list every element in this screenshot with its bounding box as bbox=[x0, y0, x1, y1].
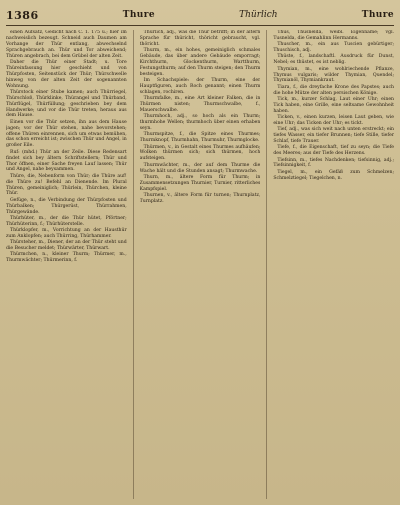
entry-paragraph: Gefüge, n., die Verbindung der Thürpfosten und Thürbalken; Thürgerüst, Thürrahmen, Thürgewände. bbox=[6, 197, 127, 215]
entry-paragraph: Thürsteher, m., Diener, der an der Thür steht und die Besucher meldet; Thürwärter, Thürwart. bbox=[6, 240, 127, 252]
entry-paragraph: Einen vor die Thür setzen, ihn aus dem Hause jagen; vor der Thür stehen, nahe bevorstehen; offene Thüren einrennen, sich um etwas bemühen, das schon erreicht ist; zwischen Thür und Angel, in großer Eile. bbox=[6, 119, 127, 149]
column-divider bbox=[266, 30, 267, 499]
entry-paragraph: Ticken, v., einen kurzen, leisen Laut geben, wie eine Uhr; das Ticken der Uhr; es tickt. bbox=[273, 115, 395, 126]
entry-paragraph: Thurnen, v., ältere Form für turnen; Thurnplatz, Turnplatz. bbox=[139, 192, 261, 204]
center-running-head: Thürlich bbox=[239, 10, 278, 20]
entry-paragraph: Thürstock einer Stube kamen; auch Thürriegel, Thürschloß, Thürklinke, Thürangel und Thürband, Thürflügel, Thürfüllung; geschrieben bey dem Handwerke; und vor die Thür treten, heraus aus dem Hause. bbox=[6, 89, 127, 119]
entry-paragraph: Thürhüter, m., der die Thür hütet, Pförtner; Thürhüterinn, f.; Thürhüterstelle. bbox=[6, 215, 127, 227]
entry-paragraph: Thymian, m., eine wohlriechende Pflanze, Thymus vulgaris; wilder Thymian, Quendel; Thymianöl, Thymiankraut. bbox=[273, 66, 395, 84]
page-number: 1386 bbox=[6, 8, 39, 22]
entry-paragraph: Thürmchen, n., kleiner Thurm; Thürmer, m., Thurmwächter; Thürmerinn, f. bbox=[6, 252, 127, 264]
entry-paragraph: Tiefe, f., die Eigenschaft, tief zu seyn; die Tiefe des Meeres; aus der Tiefe des Herzens. bbox=[273, 145, 395, 157]
header-rule bbox=[6, 25, 394, 26]
entry-paragraph: Tiegel, m., ein Gefäß zum Schmelzen; Schmelztiegel; Tiegelchen, n. bbox=[273, 169, 395, 181]
entry-paragraph: Thürlich, adj., was die Thür betrifft; in der ältern Sprache für thüricht, thöricht gebraucht, vgl. thöricht. bbox=[139, 30, 261, 47]
right-running-head: Thure bbox=[361, 10, 394, 20]
entry-paragraph: Thurmspitze, f., die Spitze eines Thurmes; Thurmknopf, Thurmhahn, Thurmuhr, Thurmglocke. bbox=[139, 132, 261, 144]
entry-paragraph: Thüre, die, Nebenform von Thür; die Thüre auf! die Thüre zu! Befehl an Dienende. Im Plural Thüren, gemeiniglich; Thürlein, Thürchen, kleine Thür. bbox=[6, 173, 127, 197]
entry-paragraph: Ruf: (mhd.) Thür an der Zeile. Diese Redensart findet sich bey ältern Schriftstellern; Thür und Thor öffnen, einer Sache freyen Lauf lassen; Thür und Angel, nahe beysammen. bbox=[6, 149, 127, 173]
left-running-head: Thure bbox=[122, 10, 155, 20]
column-left bbox=[6, 30, 127, 499]
entry-paragraph: Thüste, f., landschaftl. Ausdruck für Dunst, Nebel; es thüstet, es ist neblig. bbox=[273, 54, 395, 66]
entry-paragraph: Thürklopfer, m., Vorrichtung an der Hausthür zum Anklopfen; auch Thürring, Thürhammer. bbox=[6, 228, 127, 239]
page-header bbox=[6, 6, 394, 24]
column-right bbox=[273, 30, 394, 499]
column-divider bbox=[133, 30, 134, 499]
entry-paragraph: Thus, Thusnelda, weibl. Eigenname; vgl. Tusnelda, die Gemahlinn Hermanns. bbox=[273, 30, 395, 41]
entry-paragraph: Daher die Thür einer Stadt; u. Tore Thüreinfassung hier geschieht und von Thürpfosten, Seitenstück der Thür; Thürschwelle hinweg von der alten Zeit der sogenannten Wohnung. bbox=[6, 59, 127, 89]
entry-paragraph: Tiara, f., die dreyfache Krone des Papstes; auch die hohe Mütze der alten persischen Könige. bbox=[273, 84, 395, 96]
entry-paragraph: Thurmhoch, adj., so hoch als ein Thurm; thurmhohe Wellen; thurmhoch über einen erhaben seyn. bbox=[139, 114, 261, 132]
entry-paragraph: Thurmfalke, m., eine Art kleiner Falken, die in Thürmen nisten; Thurmschwalbe, f., Mauerschwalbe. bbox=[139, 96, 261, 113]
entry-paragraph: Thurm, m., ein hohes, gemeiniglich schmales Gebäude, das über andere Gebäude emporragt; Kirchthurm, Glockenthurm, Wartthurm, Festungsthurm; auf den Thurm steigen; den Thurm besteigen. bbox=[139, 48, 261, 77]
text-columns bbox=[6, 30, 394, 499]
column-middle bbox=[140, 30, 261, 499]
entry-paragraph: Thuscher, m., ein aus Tuscien gebürtiger; Thuschisch, adj. bbox=[273, 42, 395, 54]
entry-paragraph: einen Aufsatz, Gedicht nach C. 1. 175 u.; hier im nachweislich bezeugt. Schneid auch Daumen am Vorhange der Thür entlang, abwechselnd Sprachgebrauch an. Thür und Tor abweichend; Thüren angebrach, bei dem Grübel der alten Zeit. bbox=[6, 30, 127, 59]
entry-paragraph: Thurn, m., ältere Form für Thurm; in Zusammensetzungen Thurnier, Turnier, ritterliches Kampfspiel. bbox=[139, 174, 261, 192]
entry-paragraph: Tick, m., kurzer Schlag, Laut einer Uhr; einen Tick haben, eine Grille, eine seltsame Gewohnheit haben. bbox=[273, 96, 395, 114]
entry-paragraph: Tiefsinn, m., tiefes Nachdenken; tiefsinnig, adj.; Tiefsinnigkeit, f. bbox=[273, 157, 395, 169]
entry-paragraph: Im Schachspiele: der Thurm, eine der Hauptfiguren, auch Roch genannt; einen Thurm schlagen, rochiren. bbox=[139, 78, 261, 95]
entry-paragraph: Thürmen, v., in Gestalt eines Thurmes aufhäufen; Wolken thürmen sich; sich thürmen, hoch aufsteigen. bbox=[139, 144, 261, 162]
entry-paragraph: Tief, adj., was sich weit nach unten erstreckt; ein tiefes Wasser, ein tiefer Brunnen; tiefe Stille, tiefer Schlaf, tiefe Trauer. bbox=[273, 127, 395, 145]
entry-paragraph: Thurmwächter, m., der auf dem Thurme die Wache hält und die Stunden ansagt; Thurmwache. bbox=[139, 162, 261, 174]
